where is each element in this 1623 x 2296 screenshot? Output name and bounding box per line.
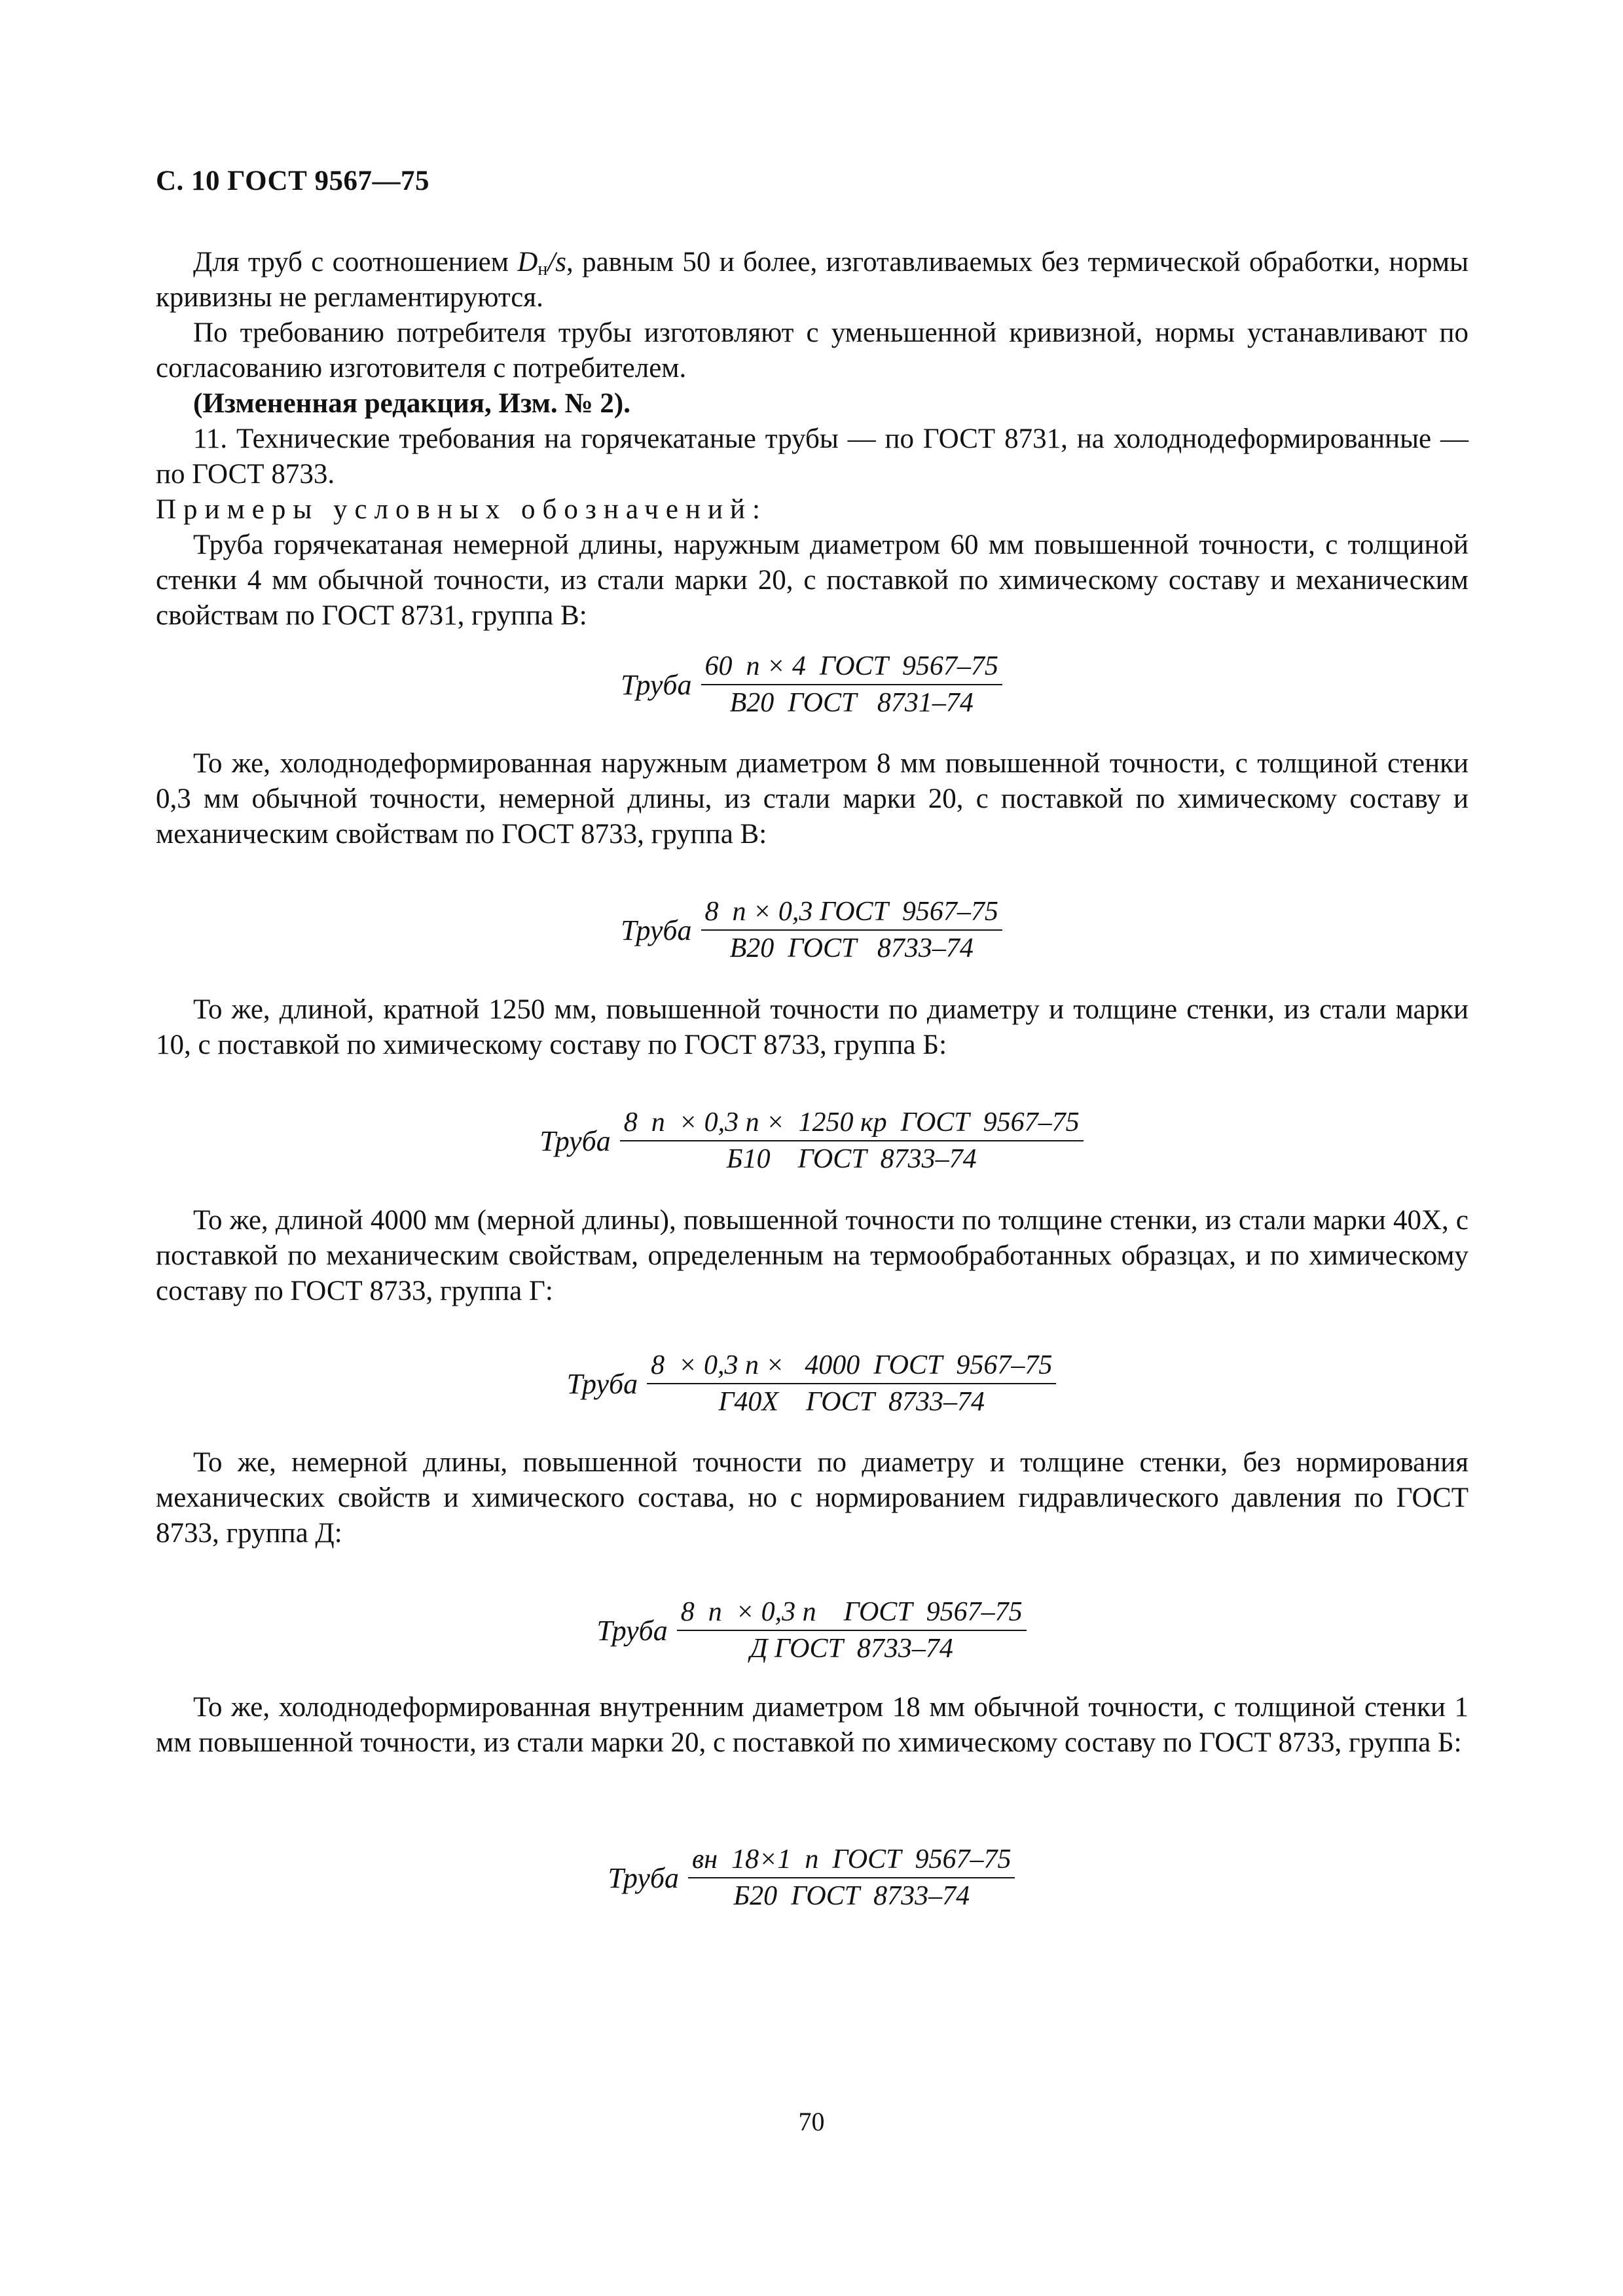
formula-word: Труба	[596, 1614, 668, 1647]
formula-numerator: 8 п × 0,3 п ГОСТ 9567–75	[677, 1597, 1027, 1631]
formula-denominator: Д ГОСТ 8733–74	[750, 1634, 953, 1664]
formula-fraction	[620, 1107, 1084, 1174]
symbol-d: D	[517, 247, 538, 278]
formula-word: Труба	[608, 1861, 679, 1894]
intro-section	[156, 245, 1468, 634]
formula-word: Труба	[566, 1367, 638, 1400]
formula-word: Труба	[539, 1124, 611, 1157]
formula-fraction	[701, 897, 1002, 963]
formula-fraction	[677, 1597, 1027, 1664]
formula-fraction	[647, 1350, 1056, 1417]
designation-formula-3	[0, 1107, 1623, 1174]
paragraph-example-5: То же, немерной длины, повышенной точности по диаметру и толщине стенки, без нормирования механических свойств и химического состава, но с нормированием гидравлического давления по ГОСТ 8733, группа Д:	[156, 1447, 1468, 1549]
formula-word: Труба	[621, 668, 692, 701]
designation-formula-5	[0, 1597, 1623, 1664]
designation-formula-4	[0, 1350, 1623, 1417]
formula-numerator: 8 п × 0,3 п × 1250 кр ГОСТ 9567–75	[620, 1107, 1084, 1141]
formula-numerator: 8 п × 0,3 ГОСТ 9567–75	[701, 897, 1002, 931]
page-header: С. 10 ГОСТ 9567—75	[156, 166, 430, 196]
examples-heading: Примеры условных обозначений:	[156, 494, 767, 525]
designation-formula-2	[0, 897, 1623, 963]
designation-formula-1	[0, 651, 1623, 718]
example-5-section	[156, 1445, 1468, 1551]
amendment-note: (Измененная редакция, Изм. № 2).	[193, 388, 630, 419]
paragraph-example-1: Труба горячекатаная немерной длины, наружным диаметром 60 мм повышенной точности, с толщиной стенки 4 мм обычной точности, из стали марки 20, с поставкой по химическому составу и механическим свойствам по ГОСТ 8731, группа В:	[156, 529, 1468, 631]
paragraph-item-11: 11. Технические требования на горячекатаные трубы — по ГОСТ 8731, на холоднодеформированные — по ГОСТ 8733.	[156, 423, 1468, 490]
paragraph-consumer: По требованию потребителя трубы изготовляют с уменьшенной кривизной, нормы устанавливают по согласованию изготовителя с потребителем.	[156, 317, 1468, 384]
formula-denominator: Б20 ГОСТ 8733–74	[733, 1881, 970, 1911]
example-6-section	[156, 1690, 1468, 1761]
paragraph-example-2: То же, холоднодеформированная наружным диаметром 8 мм повышенной точности, с толщиной стенки 0,3 мм обычной точности, немерной длины, из стали марки 20, с поставкой по химическому составу и механическим свойствам по ГОСТ 8733, группа В:	[156, 748, 1468, 850]
formula-denominator: В20 ГОСТ 8731–74	[729, 688, 974, 718]
paragraph-example-4: То же, длиной 4000 мм (мерной длины), повышенной точности по толщине стенки, из стали марки 40Х, с поставкой по механическим свойствам, определенным на термообработанных образцах, и по химическому составу по ГОСТ 8733, группа Г:	[156, 1205, 1468, 1306]
formula-fraction	[688, 1844, 1015, 1911]
formula-numerator: 8 × 0,3 п × 4000 ГОСТ 9567–75	[647, 1350, 1056, 1384]
formula-denominator: В20 ГОСТ 8733–74	[729, 933, 974, 963]
formula-denominator: Б10 ГОСТ 8733–74	[726, 1144, 977, 1174]
paragraph-text: Для труб с соотношением	[193, 247, 518, 278]
formula-denominator: Г40Х ГОСТ 8733–74	[718, 1387, 985, 1417]
formula-word: Труба	[621, 914, 692, 946]
example-3-section	[156, 992, 1468, 1063]
example-2-section	[156, 746, 1468, 852]
page-number: 70	[798, 2107, 825, 2136]
paragraph-example-3: То же, длиной, кратной 1250 мм, повышенной точности по диаметру и толщине стенки, из стали марки 10, с поставкой по химическому составу по ГОСТ 8733, группа Б:	[156, 994, 1468, 1060]
paragraph-example-6: То же, холоднодеформированная внутренним диаметром 18 мм обычной точности, с толщиной стенки 1 мм повышенной точности, из стали марки 20, с поставкой по химическому составу по ГОСТ 8733, группа Б:	[156, 1692, 1468, 1758]
formula-numerator: 60 п × 4 ГОСТ 9567–75	[701, 651, 1002, 685]
formula-fraction	[701, 651, 1002, 718]
paragraph-curvature	[156, 245, 1468, 315]
paragraph-text: , равным 50 и более, изготавливаемых без термической обработки, нормы кривизны не регламентируются.	[156, 247, 1468, 313]
example-4-section	[156, 1203, 1468, 1309]
designation-formula-6	[0, 1844, 1623, 1911]
symbol-subscript: н	[538, 259, 548, 279]
symbol-s: /s	[547, 247, 567, 278]
formula-numerator: вн 18×1 п ГОСТ 9567–75	[688, 1844, 1015, 1878]
